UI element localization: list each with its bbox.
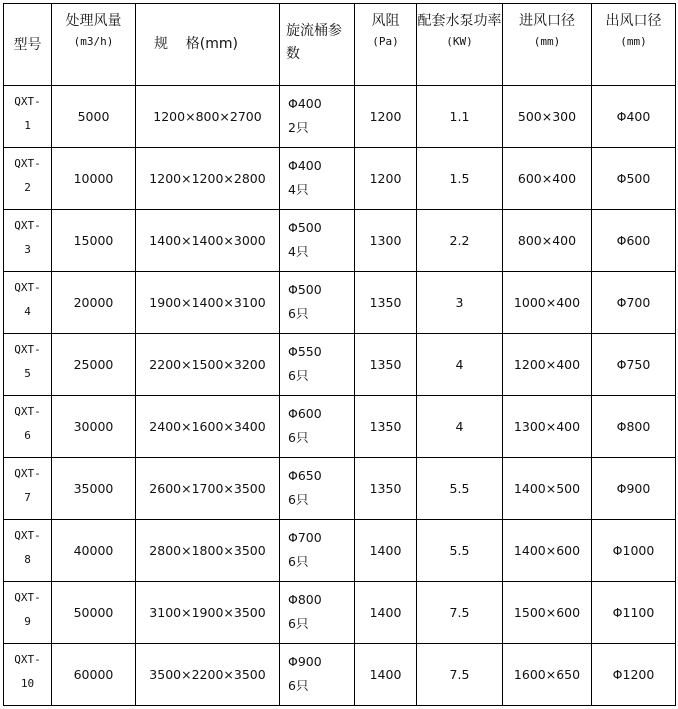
header-pump-label: 配套水泵功率	[417, 13, 502, 29]
cell-cyclone	[280, 210, 355, 272]
spec-value: 1400×1400×3000	[149, 232, 266, 248]
cell-pump	[417, 644, 503, 706]
cell-model	[4, 210, 52, 272]
cyclone-count: 6只	[288, 678, 309, 693]
cell-pump	[417, 520, 503, 582]
cell-spec	[136, 272, 280, 334]
cell-inlet	[503, 210, 592, 272]
model-prefix: QXT-	[14, 157, 41, 170]
model-prefix: QXT-	[14, 591, 41, 604]
outlet-value: Φ600	[616, 232, 651, 248]
resistance-value: 1400	[369, 666, 402, 682]
cell-pump	[417, 396, 503, 458]
resistance-value: 1350	[369, 294, 402, 310]
cell-spec	[136, 396, 280, 458]
cell-pump	[417, 458, 503, 520]
model-prefix: QXT-	[14, 95, 41, 108]
spec-value: 2200×1500×3200	[149, 356, 266, 372]
spec-value: 1200×1200×2800	[149, 170, 266, 186]
header-row	[4, 4, 676, 86]
pump-value: 1.1	[449, 108, 470, 124]
cell-inlet	[503, 520, 592, 582]
spec-value: 1200×800×2700	[153, 108, 262, 124]
inlet-value: 1300×400	[513, 418, 581, 434]
inlet-value: 1000×400	[513, 294, 581, 310]
cell-airflow	[52, 582, 136, 644]
table-row	[4, 86, 676, 148]
cell-resistance	[355, 582, 417, 644]
resistance-value: 1350	[369, 480, 402, 496]
pump-value: 5.5	[449, 542, 470, 558]
cell-airflow	[52, 272, 136, 334]
cell-model	[4, 334, 52, 396]
cell-outlet	[592, 582, 676, 644]
cell-spec	[136, 520, 280, 582]
resistance-value: 1200	[369, 170, 402, 186]
cyclone-count: 6只	[288, 368, 309, 383]
cell-spec	[136, 644, 280, 706]
airflow-value: 25000	[73, 356, 114, 372]
table-row	[4, 582, 676, 644]
outlet-value: Φ750	[616, 356, 651, 372]
cell-cyclone	[280, 582, 355, 644]
outlet-value: Φ1000	[612, 542, 655, 558]
model-prefix: QXT-	[14, 281, 41, 294]
model-number: 3	[24, 243, 31, 256]
model-number: 6	[24, 429, 31, 442]
pump-value: 7.5	[449, 666, 470, 682]
pump-value: 5.5	[449, 480, 470, 496]
cyclone-diameter: Φ400	[288, 158, 322, 173]
airflow-value: 50000	[73, 604, 114, 620]
cyclone-diameter: Φ400	[288, 96, 322, 111]
resistance-value: 1300	[369, 232, 402, 248]
model-prefix: QXT-	[14, 219, 41, 232]
resistance-value: 1400	[369, 542, 402, 558]
cell-resistance	[355, 396, 417, 458]
airflow-value: 15000	[73, 232, 114, 248]
header-outlet	[592, 4, 676, 86]
cell-model	[4, 458, 52, 520]
cell-inlet	[503, 582, 592, 644]
cell-inlet	[503, 396, 592, 458]
model-number: 8	[24, 553, 31, 566]
cell-pump	[417, 582, 503, 644]
header-airflow-label: 处理风量	[65, 13, 122, 29]
header-inlet	[503, 4, 592, 86]
cell-spec	[136, 148, 280, 210]
cell-outlet	[592, 86, 676, 148]
table-row	[4, 210, 676, 272]
inlet-value: 1400×500	[513, 480, 581, 496]
cell-resistance	[355, 334, 417, 396]
cell-spec	[136, 582, 280, 644]
cell-model	[4, 272, 52, 334]
header-resistance	[355, 4, 417, 86]
pump-value: 7.5	[449, 604, 470, 620]
cell-airflow	[52, 210, 136, 272]
table-row	[4, 396, 676, 458]
header-inlet-label: 进风口径	[519, 13, 575, 29]
model-number: 9	[24, 615, 31, 628]
cell-inlet	[503, 86, 592, 148]
cell-airflow	[52, 520, 136, 582]
cell-resistance	[355, 520, 417, 582]
cyclone-count: 6只	[288, 430, 309, 445]
pump-value: 3	[455, 294, 464, 310]
cell-cyclone	[280, 86, 355, 148]
cell-inlet	[503, 334, 592, 396]
table-row	[4, 520, 676, 582]
cell-outlet	[592, 148, 676, 210]
cell-pump	[417, 210, 503, 272]
header-cyclone	[280, 4, 355, 86]
resistance-value: 1350	[369, 356, 402, 372]
cell-spec	[136, 210, 280, 272]
outlet-value: Φ800	[616, 418, 651, 434]
outlet-value: Φ400	[616, 108, 651, 124]
cell-inlet	[503, 644, 592, 706]
cell-airflow	[52, 396, 136, 458]
airflow-value: 10000	[73, 170, 114, 186]
model-number: 1	[24, 119, 31, 132]
spec-value: 2800×1800×3500	[149, 542, 266, 558]
cell-airflow	[52, 458, 136, 520]
outlet-value: Φ900	[616, 480, 651, 496]
cell-spec	[136, 86, 280, 148]
model-number: 10	[20, 677, 35, 690]
cell-model	[4, 148, 52, 210]
cyclone-diameter: Φ500	[288, 220, 322, 235]
airflow-value: 20000	[73, 294, 114, 310]
cyclone-diameter: Φ500	[288, 282, 322, 297]
model-number: 2	[24, 181, 31, 194]
cell-outlet	[592, 396, 676, 458]
cell-pump	[417, 148, 503, 210]
cell-inlet	[503, 458, 592, 520]
pump-value: 4	[455, 356, 464, 372]
cell-outlet	[592, 334, 676, 396]
model-prefix: QXT-	[14, 653, 41, 666]
cyclone-count: 6只	[288, 616, 309, 631]
cyclone-count: 6只	[288, 492, 309, 507]
table-row	[4, 334, 676, 396]
model-number: 7	[24, 491, 31, 504]
cell-model	[4, 582, 52, 644]
cell-inlet	[503, 148, 592, 210]
inlet-value: 800×400	[517, 232, 577, 248]
airflow-value: 30000	[73, 418, 114, 434]
header-cyclone-label: 旋流桶参数	[286, 23, 342, 62]
cyclone-diameter: Φ550	[288, 344, 322, 359]
cell-resistance	[355, 458, 417, 520]
cell-cyclone	[280, 458, 355, 520]
inlet-value: 1200×400	[513, 356, 581, 372]
cell-outlet	[592, 520, 676, 582]
cell-pump	[417, 272, 503, 334]
inlet-value: 1600×650	[513, 666, 581, 682]
table-row	[4, 148, 676, 210]
cell-outlet	[592, 644, 676, 706]
cell-pump	[417, 86, 503, 148]
cell-pump	[417, 334, 503, 396]
cyclone-count: 4只	[288, 244, 309, 259]
cell-cyclone	[280, 644, 355, 706]
pump-value: 1.5	[449, 170, 470, 186]
header-resistance-unit: (Pa)	[372, 35, 399, 48]
cell-model	[4, 396, 52, 458]
cell-cyclone	[280, 272, 355, 334]
cell-spec	[136, 334, 280, 396]
cell-model	[4, 520, 52, 582]
cell-spec	[136, 458, 280, 520]
header-inlet-unit: (mm)	[533, 35, 561, 48]
header-spec-label: 规 格(mm)	[154, 36, 238, 52]
inlet-value: 1400×600	[513, 542, 581, 558]
header-outlet-unit: (mm)	[620, 35, 647, 48]
model-prefix: QXT-	[14, 405, 41, 418]
cell-inlet	[503, 272, 592, 334]
table-row	[4, 272, 676, 334]
model-prefix: QXT-	[14, 343, 41, 356]
cell-cyclone	[280, 148, 355, 210]
inlet-value: 1500×600	[513, 604, 581, 620]
cyclone-count: 6只	[288, 306, 309, 321]
header-pump-unit: (KW)	[446, 35, 473, 48]
header-spec	[136, 4, 280, 86]
cell-resistance	[355, 272, 417, 334]
airflow-value: 40000	[73, 542, 114, 558]
airflow-value: 60000	[73, 666, 114, 682]
resistance-value: 1350	[369, 418, 402, 434]
header-pump	[417, 4, 503, 86]
header-airflow	[52, 4, 136, 86]
outlet-value: Φ500	[616, 170, 651, 186]
resistance-value: 1200	[369, 108, 402, 124]
cell-resistance	[355, 148, 417, 210]
cell-cyclone	[280, 334, 355, 396]
cell-resistance	[355, 210, 417, 272]
cell-outlet	[592, 272, 676, 334]
outlet-value: Φ1200	[612, 666, 655, 682]
outlet-value: Φ1100	[612, 604, 655, 620]
table-row	[4, 458, 676, 520]
header-model-label: 型号	[13, 36, 42, 53]
cell-cyclone	[280, 520, 355, 582]
spec-table	[3, 3, 676, 706]
spec-value: 2600×1700×3500	[149, 480, 266, 496]
cyclone-count: 4只	[288, 182, 309, 197]
cell-airflow	[52, 334, 136, 396]
header-outlet-label: 出风口径	[605, 13, 662, 29]
spec-table-body	[4, 4, 676, 706]
cell-model	[4, 644, 52, 706]
header-resistance-label: 风阻	[371, 13, 400, 29]
spec-value: 3500×2200×3500	[149, 666, 266, 682]
inlet-value: 600×400	[517, 170, 577, 186]
cell-airflow	[52, 148, 136, 210]
cyclone-diameter: Φ650	[288, 468, 322, 483]
cell-airflow	[52, 644, 136, 706]
airflow-value: 35000	[73, 480, 114, 496]
cell-outlet	[592, 210, 676, 272]
cyclone-count: 6只	[288, 554, 309, 569]
pump-value: 2.2	[449, 232, 470, 248]
cell-airflow	[52, 86, 136, 148]
spec-value: 2400×1600×3400	[149, 418, 266, 434]
cell-resistance	[355, 86, 417, 148]
outlet-value: Φ700	[616, 294, 651, 310]
pump-value: 4	[455, 418, 464, 434]
resistance-value: 1400	[369, 604, 402, 620]
model-prefix: QXT-	[14, 467, 41, 480]
airflow-value: 5000	[77, 108, 110, 124]
spec-value: 1900×1400×3100	[149, 294, 266, 310]
spec-value: 3100×1900×3500	[149, 604, 266, 620]
cyclone-diameter: Φ900	[288, 654, 322, 669]
cyclone-count: 2只	[288, 120, 309, 135]
cell-cyclone	[280, 396, 355, 458]
model-prefix: QXT-	[14, 529, 41, 542]
cyclone-diameter: Φ800	[288, 592, 322, 607]
header-airflow-unit: (m3/h)	[73, 35, 114, 48]
model-number: 5	[24, 367, 31, 380]
cell-resistance	[355, 644, 417, 706]
cell-outlet	[592, 458, 676, 520]
inlet-value: 500×300	[517, 108, 577, 124]
header-model	[4, 4, 52, 86]
cyclone-diameter: Φ600	[288, 406, 322, 421]
table-row	[4, 644, 676, 706]
model-number: 4	[24, 305, 31, 318]
cell-model	[4, 86, 52, 148]
cyclone-diameter: Φ700	[288, 530, 322, 545]
